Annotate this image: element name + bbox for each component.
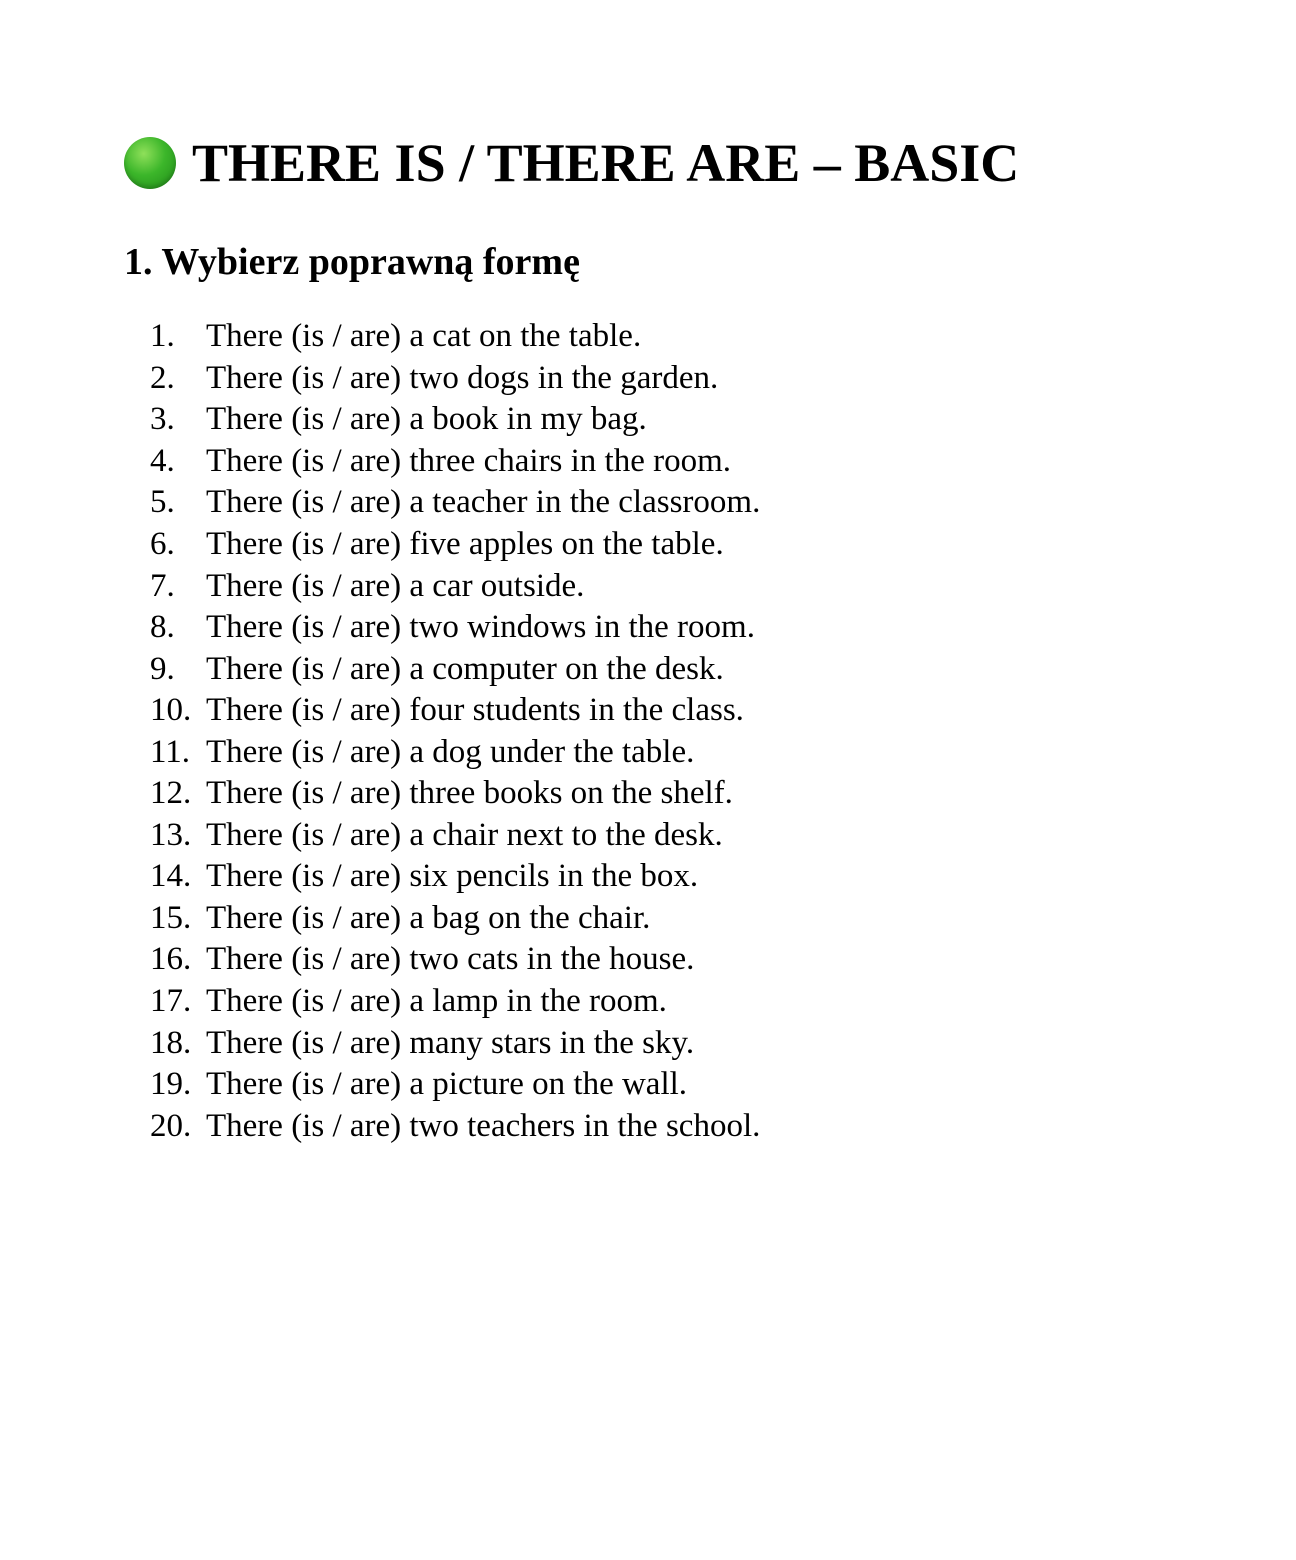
item-sentence: There (is / are) three books on the shelf. — [206, 775, 733, 812]
item-number — [124, 526, 206, 563]
item-number-label: 17. — [150, 983, 192, 1020]
list-item — [124, 856, 760, 898]
item-sentence: There (is / are) a lamp in the room. — [206, 983, 667, 1020]
item-sentence: There (is / are) two teachers in the school. — [206, 1107, 761, 1144]
list-item — [124, 773, 760, 815]
item-number-label: 8. — [150, 609, 175, 646]
item-number-label: 19. — [150, 1066, 192, 1103]
item-sentence: There (is / are) three chairs in the room. — [206, 442, 732, 479]
item-number — [124, 1108, 206, 1145]
item-sentence: There (is / are) a bag on the chair. — [206, 899, 651, 936]
list-item — [124, 482, 760, 524]
item-sentence: There (is / are) a computer on the desk. — [206, 650, 724, 687]
item-number — [124, 484, 206, 521]
list-item — [124, 648, 760, 690]
item-number-label: 4. — [150, 442, 175, 479]
item-sentence: There (is / are) six pencils in the box. — [206, 858, 699, 895]
green-circle-icon — [124, 137, 176, 189]
item-number — [124, 941, 206, 978]
item-number-label: 14. — [150, 858, 192, 895]
item-number — [124, 609, 206, 646]
exercise-list — [124, 316, 760, 1147]
list-item — [124, 690, 760, 732]
list-item — [124, 898, 760, 940]
item-number-label: 20. — [150, 1107, 192, 1144]
item-number — [124, 734, 206, 771]
item-sentence: There (is / are) two cats in the house. — [206, 941, 695, 978]
list-item — [124, 607, 760, 649]
item-number-label: 10. — [150, 692, 192, 729]
item-number — [124, 651, 206, 688]
list-item — [124, 731, 760, 773]
item-number-label: 2. — [150, 359, 175, 396]
item-number — [124, 401, 206, 438]
item-number — [124, 775, 206, 812]
item-sentence: There (is / are) a car outside. — [206, 567, 585, 604]
item-number — [124, 858, 206, 895]
item-number-label: 16. — [150, 941, 192, 978]
item-number-label: 3. — [150, 401, 175, 438]
item-sentence: There (is / are) many stars in the sky. — [206, 1024, 695, 1061]
item-sentence: There (is / are) a dog under the table. — [206, 733, 695, 770]
item-number — [124, 900, 206, 937]
document-title-text: THERE IS / THERE ARE – BASIC — [192, 133, 1020, 193]
list-item — [124, 1064, 760, 1106]
item-number — [124, 360, 206, 397]
item-sentence: There (is / are) five apples on the table. — [206, 526, 724, 562]
section-heading: 1. Wybierz poprawną formę — [124, 241, 580, 283]
item-number — [124, 1066, 206, 1103]
item-sentence: There (is / are) a picture on the wall. — [206, 1066, 688, 1103]
item-number — [124, 318, 206, 355]
item-sentence: There (is / are) two windows in the room. — [206, 609, 755, 646]
item-sentence: There (is / are) two dogs in the garden. — [206, 359, 719, 396]
item-sentence: There (is / are) a chair next to the desk. — [206, 816, 723, 853]
list-item — [124, 316, 760, 358]
item-number-label: 9. — [150, 650, 175, 687]
list-item — [124, 1105, 760, 1147]
item-number — [124, 568, 206, 605]
item-number — [124, 1025, 206, 1062]
list-item — [124, 565, 760, 607]
list-item — [124, 441, 760, 483]
item-number-label: 7. — [150, 567, 175, 604]
list-item — [124, 399, 760, 441]
item-number — [124, 817, 206, 854]
item-number — [124, 692, 206, 729]
item-number-label: 6. — [150, 526, 175, 562]
list-item — [124, 524, 760, 566]
item-number-label: 18. — [150, 1024, 192, 1061]
item-number-label: 12. — [150, 775, 192, 812]
item-number-label: 15. — [150, 899, 192, 936]
item-number-label: 13. — [150, 816, 192, 853]
item-sentence: There (is / are) a book in my bag. — [206, 401, 647, 438]
item-sentence: There (is / are) four students in the class. — [206, 692, 744, 729]
list-item — [124, 815, 760, 857]
item-number-label: 11. — [150, 733, 191, 770]
list-item — [124, 358, 760, 400]
item-number — [124, 443, 206, 480]
item-number-label: 1. — [150, 318, 175, 355]
item-sentence: There (is / are) a teacher in the classroom. — [206, 484, 761, 521]
item-number-label: 5. — [150, 484, 175, 521]
item-number — [124, 983, 206, 1020]
item-sentence: There (is / are) a cat on the table. — [206, 318, 642, 355]
document-title — [124, 126, 1019, 200]
list-item — [124, 1022, 760, 1064]
list-item — [124, 981, 760, 1023]
list-item — [124, 939, 760, 981]
